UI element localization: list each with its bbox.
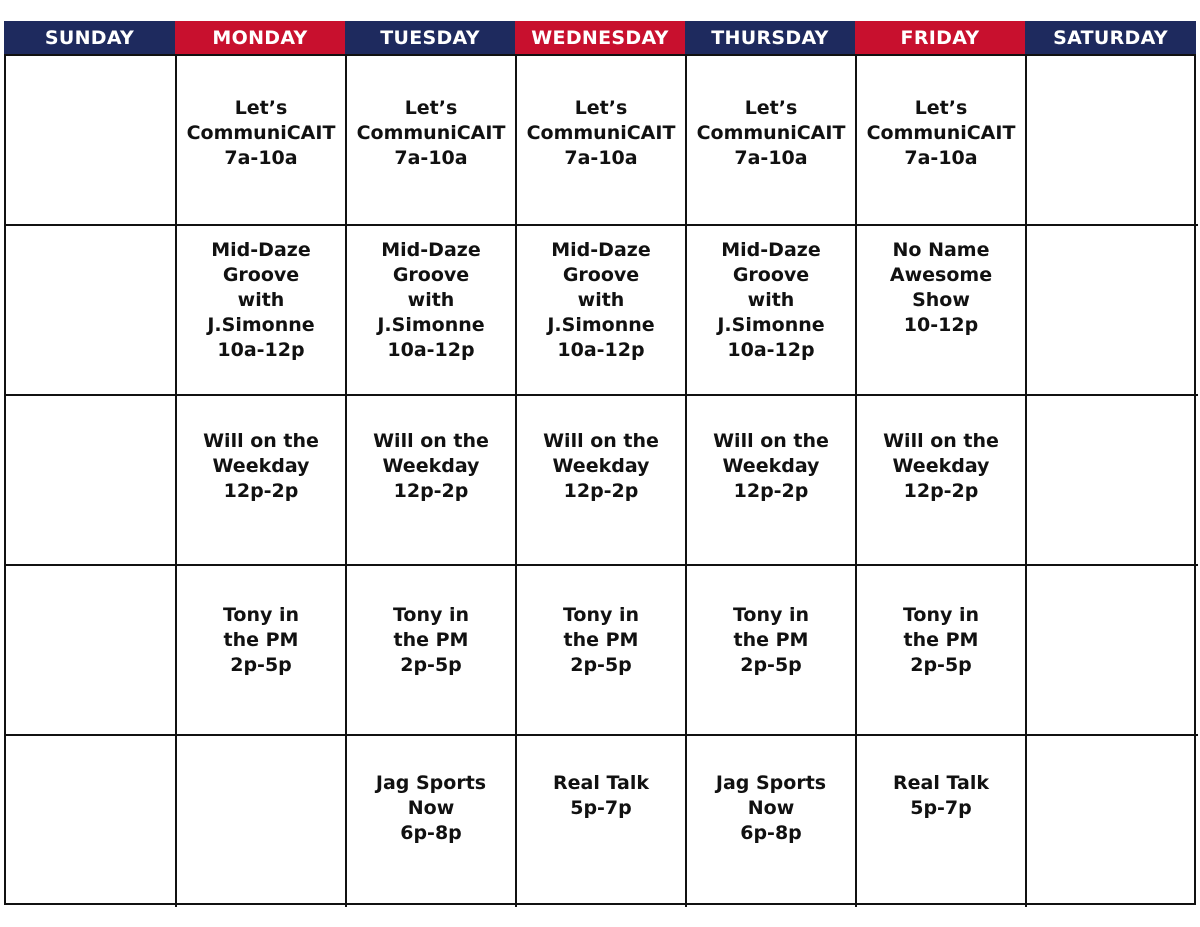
show-listing: Mid-Daze Groove with J.Simonne 10a-12p [547, 239, 655, 361]
show-listing: Tony in the PM 2p-5p [392, 604, 470, 676]
schedule-cell-saturday-slot-2 [1027, 226, 1198, 396]
show-listing: Let’s CommuniCAIT 7a-10a [526, 97, 676, 169]
schedule-cell-tuesday-slot-4 [347, 566, 517, 736]
schedule-cell-saturday-slot-4 [1027, 566, 1198, 736]
schedule-cell-wednesday-slot-3 [517, 396, 687, 566]
day-header-saturday: SATURDAY [1025, 21, 1196, 54]
schedule-cell-thursday-slot-3 [687, 396, 857, 566]
schedule-cell-monday-slot-3 [177, 396, 347, 566]
schedule-cell-monday-slot-4 [177, 566, 347, 736]
schedule-cell-tuesday-slot-3 [347, 396, 517, 566]
schedule-cell-sunday-slot-4 [6, 566, 177, 736]
schedule-cell-saturday-slot-5 [1027, 736, 1198, 907]
show-listing: Will on the Weekday 12p-2p [203, 430, 319, 502]
schedule-cell-friday-slot-3 [857, 396, 1027, 566]
show-listing: Tony in the PM 2p-5p [732, 604, 810, 676]
schedule-cell-sunday-slot-2 [6, 226, 177, 396]
show-listing: Will on the Weekday 12p-2p [883, 430, 999, 502]
show-listing: Tony in the PM 2p-5p [222, 604, 300, 676]
show-listing: Let’s CommuniCAIT 7a-10a [696, 97, 846, 169]
schedule-cell-friday-slot-4 [857, 566, 1027, 736]
schedule-cell-friday-slot-1 [857, 56, 1027, 226]
schedule-cell-sunday-slot-1 [6, 56, 177, 226]
day-header-tuesday: TUESDAY [345, 21, 515, 54]
schedule-cell-sunday-slot-3 [6, 396, 177, 566]
schedule-cell-wednesday-slot-2 [517, 226, 687, 396]
show-listing: Will on the Weekday 12p-2p [543, 430, 659, 502]
schedule-cell-sunday-slot-5 [6, 736, 177, 907]
day-header-sunday: SUNDAY [4, 21, 175, 54]
schedule-cell-tuesday-slot-1 [347, 56, 517, 226]
day-header-thursday: THURSDAY [685, 21, 855, 54]
schedule-cell-saturday-slot-1 [1027, 56, 1198, 226]
schedule-cell-thursday-slot-4 [687, 566, 857, 736]
schedule-cell-monday-slot-1 [177, 56, 347, 226]
show-listing: No Name Awesome Show 10-12p [889, 239, 993, 336]
schedule-grid [4, 54, 1196, 905]
schedule-cell-friday-slot-2 [857, 226, 1027, 396]
schedule-cell-saturday-slot-3 [1027, 396, 1198, 566]
schedule-cell-wednesday-slot-4 [517, 566, 687, 736]
weekly-schedule [4, 21, 1196, 905]
show-listing: Tony in the PM 2p-5p [562, 604, 640, 676]
show-listing: Let’s CommuniCAIT 7a-10a [186, 97, 336, 169]
show-listing: Mid-Daze Groove with J.Simonne 10a-12p [207, 239, 315, 361]
show-listing: Real Talk 5p-7p [553, 772, 649, 819]
day-header-wednesday: WEDNESDAY [515, 21, 685, 54]
schedule-cell-thursday-slot-1 [687, 56, 857, 226]
show-listing: Jag Sports Now 6p-8p [715, 772, 827, 844]
show-listing: Jag Sports Now 6p-8p [375, 772, 487, 844]
schedule-cell-wednesday-slot-5 [517, 736, 687, 907]
schedule-cell-thursday-slot-2 [687, 226, 857, 396]
show-listing: Will on the Weekday 12p-2p [373, 430, 489, 502]
day-header-friday: FRIDAY [855, 21, 1025, 54]
schedule-cell-thursday-slot-5 [687, 736, 857, 907]
show-listing: Let’s CommuniCAIT 7a-10a [866, 97, 1016, 169]
schedule-cell-friday-slot-5 [857, 736, 1027, 907]
show-listing: Let’s CommuniCAIT 7a-10a [356, 97, 506, 169]
show-listing: Tony in the PM 2p-5p [902, 604, 980, 676]
schedule-cell-monday-slot-5 [177, 736, 347, 907]
schedule-cell-tuesday-slot-5 [347, 736, 517, 907]
show-listing: Mid-Daze Groove with J.Simonne 10a-12p [717, 239, 825, 361]
show-listing: Will on the Weekday 12p-2p [713, 430, 829, 502]
show-listing: Mid-Daze Groove with J.Simonne 10a-12p [377, 239, 485, 361]
schedule-cell-wednesday-slot-1 [517, 56, 687, 226]
day-header-monday: MONDAY [175, 21, 345, 54]
show-listing: Real Talk 5p-7p [893, 772, 989, 819]
day-header-row [4, 21, 1196, 54]
schedule-cell-monday-slot-2 [177, 226, 347, 396]
schedule-cell-tuesday-slot-2 [347, 226, 517, 396]
